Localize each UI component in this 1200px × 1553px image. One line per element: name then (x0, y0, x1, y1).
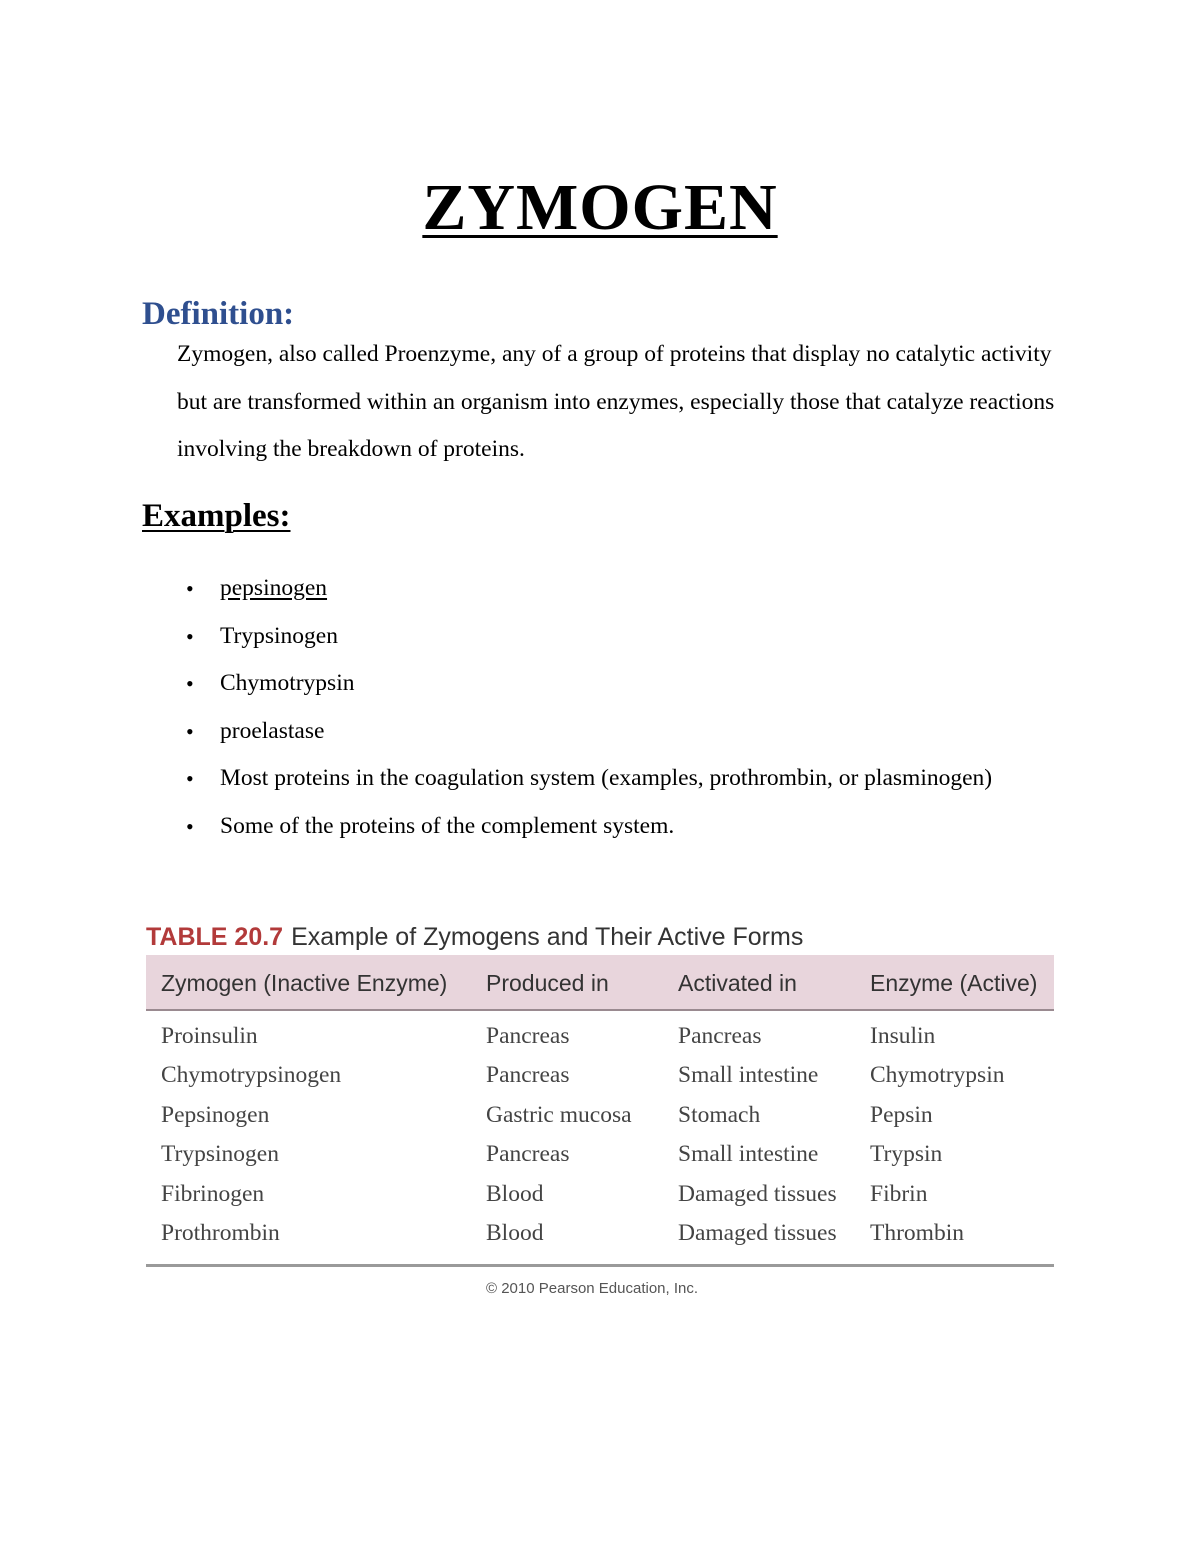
table-header-zymogen: Zymogen (Inactive Enzyme) (161, 970, 448, 996)
table-bottom-rule (146, 1264, 1054, 1267)
table-cell: Chymotrypsin (870, 1062, 1005, 1089)
table-caption (146, 918, 803, 956)
table-cell: Prothrombin (161, 1219, 280, 1246)
table-row (146, 1134, 1054, 1173)
table-cell: Stomach (678, 1101, 761, 1128)
table-cell: Pepsin (870, 1101, 933, 1128)
table-cell: Damaged tissues (678, 1219, 837, 1246)
table-cell: Damaged tissues (678, 1180, 837, 1207)
list-item (186, 613, 1040, 661)
table-header-row (146, 955, 1054, 1011)
table-cell: Chymotrypsinogen (161, 1062, 342, 1089)
table-cell: Pepsinogen (161, 1101, 270, 1128)
examples-heading: Examples: (142, 498, 291, 534)
page-title: ZYMOGEN (422, 171, 778, 244)
list-item-text: Trypsinogen (220, 622, 338, 649)
table-header-produced-in: Produced in (486, 970, 609, 996)
table-body (146, 1016, 1054, 1252)
bullet-icon: • (186, 576, 194, 601)
table-cell: Pancreas (486, 1023, 570, 1049)
table-cell: Trypsinogen (161, 1141, 279, 1168)
definition-text: Zymogen, also called Proenzyme, any of a group of proteins that display no catalytic activity but are transformed within an organism into enzymes, especially those that catalyze reactions involving the breakdown of proteins. (177, 341, 1055, 462)
table-cell: Pancreas (486, 1141, 570, 1168)
list-item (186, 660, 1040, 708)
examples-list (186, 565, 1040, 850)
list-item-text: proelastase (220, 717, 325, 744)
list-item-text: Some of the proteins of the complement system. (220, 812, 675, 839)
list-item (186, 565, 1040, 613)
copyright-notice: © 2010 Pearson Education, Inc. (486, 1280, 699, 1297)
table-cell: Blood (486, 1180, 544, 1207)
table-cell: Small intestine (678, 1062, 819, 1089)
table-row (146, 1213, 1054, 1252)
table-caption-text: Example of Zymogens and Their Active Forms (291, 923, 804, 951)
table-cell: Fibrin (870, 1180, 928, 1207)
table-cell: Insulin (870, 1023, 936, 1049)
list-item-text: Chymotrypsin (220, 670, 355, 696)
table-header-activated-in: Activated in (678, 970, 797, 996)
list-item (186, 803, 1040, 851)
list-item-text: Most proteins in the coagulation system (examples, prothrombin, or plasminogen) (220, 765, 993, 791)
table-row (146, 1055, 1054, 1094)
table-cell: Pancreas (678, 1023, 762, 1049)
bullet-icon: • (186, 671, 194, 696)
list-item (186, 708, 1040, 756)
table-row (146, 1016, 1054, 1055)
bullet-icon: • (186, 813, 194, 839)
table-cell: Small intestine (678, 1141, 819, 1168)
table-cell: Pancreas (486, 1062, 570, 1089)
table-cell: Blood (486, 1219, 544, 1246)
table-cell: Fibrinogen (161, 1180, 265, 1207)
table-row (146, 1174, 1054, 1213)
table-cell: Thrombin (870, 1219, 964, 1246)
table-header-enzyme: Enzyme (Active) (870, 970, 1038, 996)
list-item-text: pepsinogen (220, 575, 328, 601)
table-cell: Proinsulin (161, 1023, 258, 1049)
list-item (186, 755, 1040, 803)
table-cell: Trypsin (870, 1141, 943, 1168)
table-row (146, 1095, 1054, 1134)
bullet-icon: • (186, 623, 194, 649)
table-caption-label: TABLE 20.7 (146, 923, 284, 951)
bullet-icon: • (186, 718, 194, 744)
bullet-icon: • (186, 766, 194, 791)
table-cell: Gastric mucosa (486, 1101, 632, 1128)
definition-heading: Definition: (142, 296, 295, 332)
